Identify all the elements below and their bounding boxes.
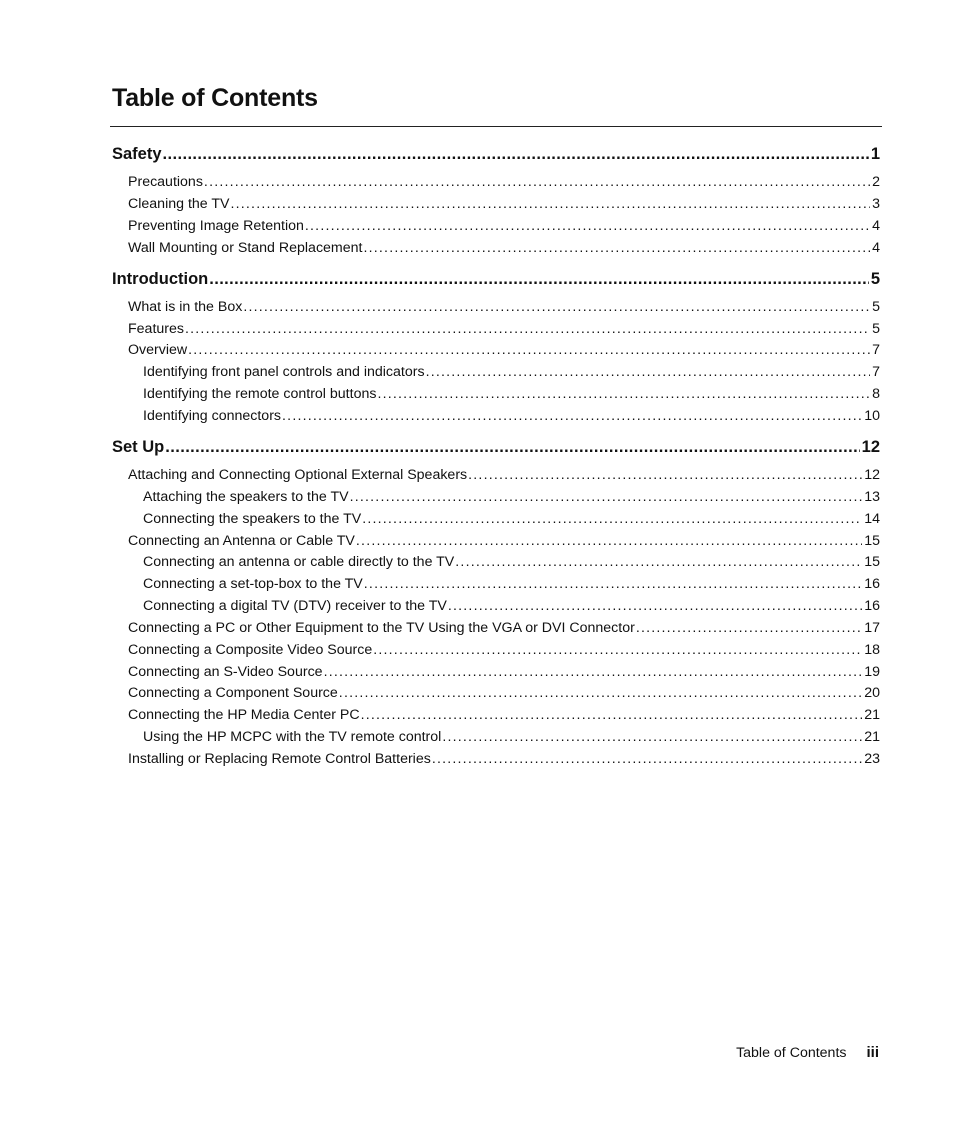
toc-entry-label: Precautions: [128, 174, 203, 190]
toc-page-number: 4: [872, 240, 880, 256]
toc-entry-label: Connecting a PC or Other Equipment to the TV Using the VGA or DVI Connector: [128, 620, 635, 636]
toc-entry[interactable]: [112, 194, 880, 214]
toc-page-number: 5: [872, 299, 880, 315]
page-footer: [736, 1044, 879, 1061]
toc-entry[interactable]: [112, 465, 880, 485]
toc-page-number: 8: [872, 386, 880, 402]
toc-page-number: 19: [864, 664, 880, 680]
toc-entry[interactable]: [112, 238, 880, 258]
dot-leader: [377, 384, 870, 404]
dot-leader: [282, 406, 862, 426]
toc-entry[interactable]: [112, 662, 880, 682]
toc-page-number: 7: [872, 364, 880, 380]
toc-page-number: 17: [864, 620, 880, 636]
dot-leader: [455, 552, 862, 572]
toc-page-number: 21: [864, 729, 880, 745]
toc-entry-label: Safety: [112, 145, 162, 163]
toc-subentry[interactable]: [112, 406, 880, 426]
toc-entry-label: Overview: [128, 342, 188, 358]
toc-page-number: 16: [864, 576, 880, 592]
toc-entry-label: Connecting a Composite Video Source: [128, 642, 373, 658]
toc-chapter-safety[interactable]: [112, 143, 880, 165]
toc-page-number: 12: [861, 438, 880, 456]
toc-page-number: 14: [864, 511, 880, 527]
toc-subentry[interactable]: [112, 574, 880, 594]
toc-page-number: 7: [872, 342, 880, 358]
toc-entry[interactable]: [112, 216, 880, 236]
dot-leader: [432, 749, 862, 769]
dot-leader: [305, 216, 870, 236]
toc-entry-label: Connecting the HP Media Center PC: [128, 707, 360, 723]
dot-leader: [339, 683, 862, 703]
dot-leader: [364, 574, 862, 594]
dot-leader: [426, 362, 871, 382]
toc-page-number: 15: [864, 554, 880, 570]
dot-leader: [188, 340, 870, 360]
toc-page-number: 12: [864, 467, 880, 483]
toc-entry-label: Connecting an antenna or cable directly to the TV: [143, 554, 455, 570]
toc-chapter-set-up[interactable]: [112, 436, 880, 458]
toc-entry-label: Preventing Image Retention: [128, 218, 304, 234]
toc-entry-label: Connecting an Antenna or Cable TV: [128, 533, 355, 549]
toc-entry-label: Cleaning the TV: [128, 196, 230, 212]
toc-page-number: 23: [864, 751, 880, 767]
dot-leader: [230, 194, 870, 214]
dot-leader: [356, 531, 862, 551]
toc-page-number: 21: [864, 707, 880, 723]
toc-page-number: 3: [872, 196, 880, 212]
toc-entry-label: Connecting a digital TV (DTV) receiver to the TV: [143, 598, 447, 614]
dot-leader: [243, 297, 870, 317]
toc-entry-label: Connecting the speakers to the TV: [143, 511, 362, 527]
toc-entry-label: Connecting an S-Video Source: [128, 664, 323, 680]
toc-page-number: 18: [864, 642, 880, 658]
toc-entry[interactable]: [112, 340, 880, 360]
dot-leader: [363, 238, 870, 258]
toc-entry-label: Identifying front panel controls and indicators: [143, 364, 425, 380]
toc-subentry[interactable]: [112, 487, 880, 507]
toc-page-number: 5: [870, 270, 880, 288]
dot-leader: [350, 487, 863, 507]
toc-page-number: 15: [864, 533, 880, 549]
dot-leader: [165, 436, 859, 458]
toc-entry-label: Using the HP MCPC with the TV remote control: [143, 729, 442, 745]
toc-entry-label: Identifying the remote control buttons: [143, 386, 377, 402]
toc-entry[interactable]: [112, 640, 880, 660]
toc-subentry[interactable]: [112, 362, 880, 382]
toc-entry[interactable]: [112, 297, 880, 317]
dot-leader: [373, 640, 862, 660]
toc-chapter-introduction[interactable]: [112, 268, 880, 290]
toc-entry[interactable]: [112, 618, 880, 638]
toc-entry[interactable]: [112, 172, 880, 192]
toc-subentry[interactable]: [112, 509, 880, 529]
toc-page-number: 5: [872, 321, 880, 337]
dot-leader: [361, 705, 863, 725]
dot-leader: [448, 596, 862, 616]
toc-entry-label: Set Up: [112, 438, 165, 456]
toc-entry-label: Features: [128, 321, 184, 337]
toc-entry[interactable]: [112, 319, 880, 339]
toc-entry-label: Connecting a Component Source: [128, 685, 338, 701]
toc-entry-label: Attaching the speakers to the TV: [143, 489, 349, 505]
dot-leader: [204, 172, 870, 192]
toc-page-number: 2: [872, 174, 880, 190]
toc-entry-label: Wall Mounting or Stand Replacement: [128, 240, 363, 256]
page-title: Table of Contents: [112, 84, 318, 112]
toc-entry[interactable]: [112, 531, 880, 551]
toc-page-number: 13: [864, 489, 880, 505]
footer-page-number: iii: [866, 1044, 879, 1061]
dot-leader: [209, 268, 869, 290]
toc-page-number: 20: [864, 685, 880, 701]
footer-section-title: Table of Contents: [736, 1045, 847, 1061]
toc-page-number: 10: [864, 408, 880, 424]
toc-page-number: 1: [870, 145, 880, 163]
dot-leader: [362, 509, 862, 529]
dot-leader: [442, 727, 862, 747]
toc-entry-label: Introduction: [112, 270, 209, 288]
title-divider: [110, 126, 882, 127]
dot-leader: [163, 143, 869, 165]
toc-subentry[interactable]: [112, 727, 880, 747]
dot-leader: [468, 465, 862, 485]
toc-entry-label: Installing or Replacing Remote Control Batteries: [128, 751, 431, 767]
toc-entry[interactable]: [112, 749, 880, 769]
dot-leader: [185, 319, 870, 339]
toc-entry[interactable]: [112, 683, 880, 703]
toc-page-number: 16: [864, 598, 880, 614]
toc-subentry[interactable]: [112, 596, 880, 616]
toc-subentry[interactable]: [112, 384, 880, 404]
toc-entry-label: Attaching and Connecting Optional External Speakers: [128, 467, 468, 483]
toc-entry-label: What is in the Box: [128, 299, 243, 315]
toc-entry-label: Identifying connectors: [143, 408, 282, 424]
toc-entry-label: Connecting a set-top-box to the TV: [143, 576, 363, 592]
toc-page-number: 4: [872, 218, 880, 234]
dot-leader: [636, 618, 862, 638]
toc-entry[interactable]: [112, 705, 880, 725]
toc-subentry[interactable]: [112, 552, 880, 572]
dot-leader: [324, 662, 863, 682]
